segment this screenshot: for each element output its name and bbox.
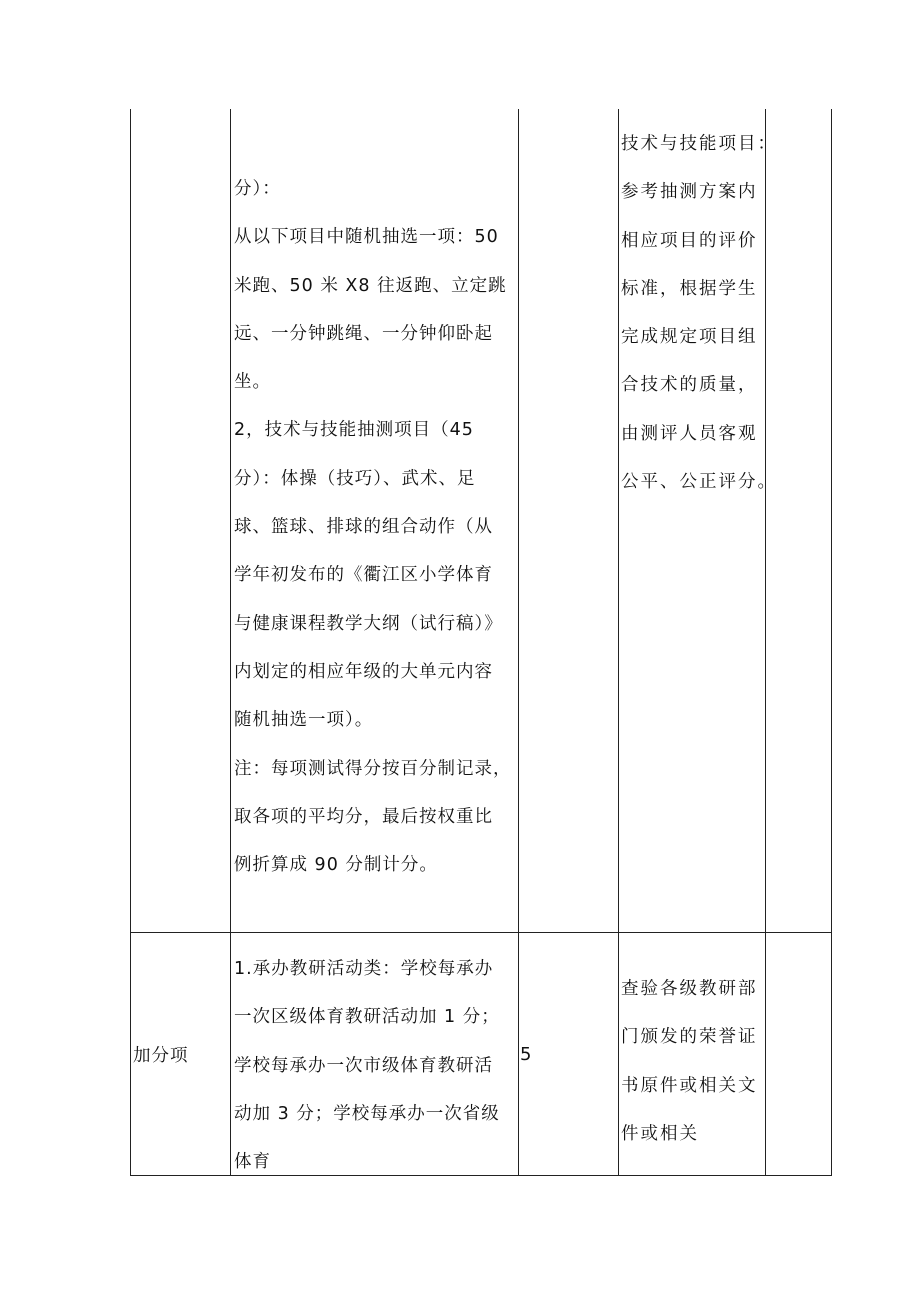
row2-content-cell — [234, 945, 500, 1186]
content-line: 内划定的相应年级的大单元内容 — [234, 661, 493, 682]
content-line: 一次区级体育教研活动加 1 分； — [234, 1007, 500, 1028]
content-line: 分）：体操（技巧）、武术、足 — [234, 468, 476, 489]
row2-method-cell — [621, 965, 758, 1158]
content-line: 体育 — [234, 1152, 271, 1173]
category-label: 加分项 — [133, 1046, 189, 1066]
content-line: 学年初发布的《衢江区小学体育 — [234, 565, 493, 586]
content-line: 取各项的平均分，最后按权重比 — [234, 806, 493, 827]
content-line: 坐。 — [234, 372, 271, 393]
content-line: 与健康课程教学大纲（试行稿）》 — [234, 613, 503, 634]
content-line: 学校每承办一次市级体育教研活 — [234, 1055, 493, 1076]
method-line: 由测评人员客观 — [621, 423, 758, 444]
column-divider-1 — [230, 109, 231, 1176]
method-line: 门颁发的荣誉证 — [621, 1027, 758, 1048]
method-line: 查验各级教研部 — [621, 979, 758, 999]
content-line: 动加 3 分；学校每承办一次省级 — [234, 1103, 500, 1124]
content-line: 注：每项测试得分按百分制记录， — [234, 758, 512, 779]
content-line: 2，技术与技能抽测项目（45 — [234, 420, 474, 441]
content-line: 随机抽选一项）。 — [234, 710, 374, 731]
score-value: 5 — [520, 1044, 532, 1065]
row-divider — [130, 932, 832, 933]
method-line: 参考抽测方案内 — [621, 182, 758, 203]
method-line: 相应项目的评价 — [621, 230, 758, 251]
column-divider-2 — [518, 109, 519, 1176]
method-line: 完成规定项目组 — [621, 327, 758, 348]
method-line: 公平、公正评分。 — [621, 472, 777, 493]
table-border-right — [831, 109, 832, 1176]
method-line: 书原件或相关文 — [621, 1075, 758, 1096]
method-line: 技术与技能项目： — [621, 134, 777, 154]
row2-score-cell — [520, 1045, 531, 1065]
table-border-left — [130, 109, 131, 1176]
row2-category-cell — [133, 1045, 189, 1067]
content-line: 从以下项目中随机抽选一项：50 — [234, 227, 499, 248]
content-line: 球、篮球、排球的组合动作（从 — [234, 517, 493, 538]
row1-method-cell — [621, 120, 777, 506]
method-line: 件或相关 — [621, 1123, 699, 1144]
content-line: 1.承办教研活动类：学校每承办 — [234, 959, 494, 979]
content-line: 米跑、50 米 X8 往返跑、立定跳 — [234, 275, 507, 296]
column-divider-3 — [618, 109, 619, 1176]
content-line: 分）： — [234, 179, 281, 199]
method-line: 合技术的质量， — [621, 375, 758, 396]
method-line: 标准，根据学生 — [621, 278, 758, 299]
content-line: 远、一分钟跳绳、一分钟仰卧起 — [234, 323, 493, 344]
row1-content-cell — [234, 165, 512, 889]
content-line: 例折算成 90 分制计分。 — [234, 855, 438, 876]
